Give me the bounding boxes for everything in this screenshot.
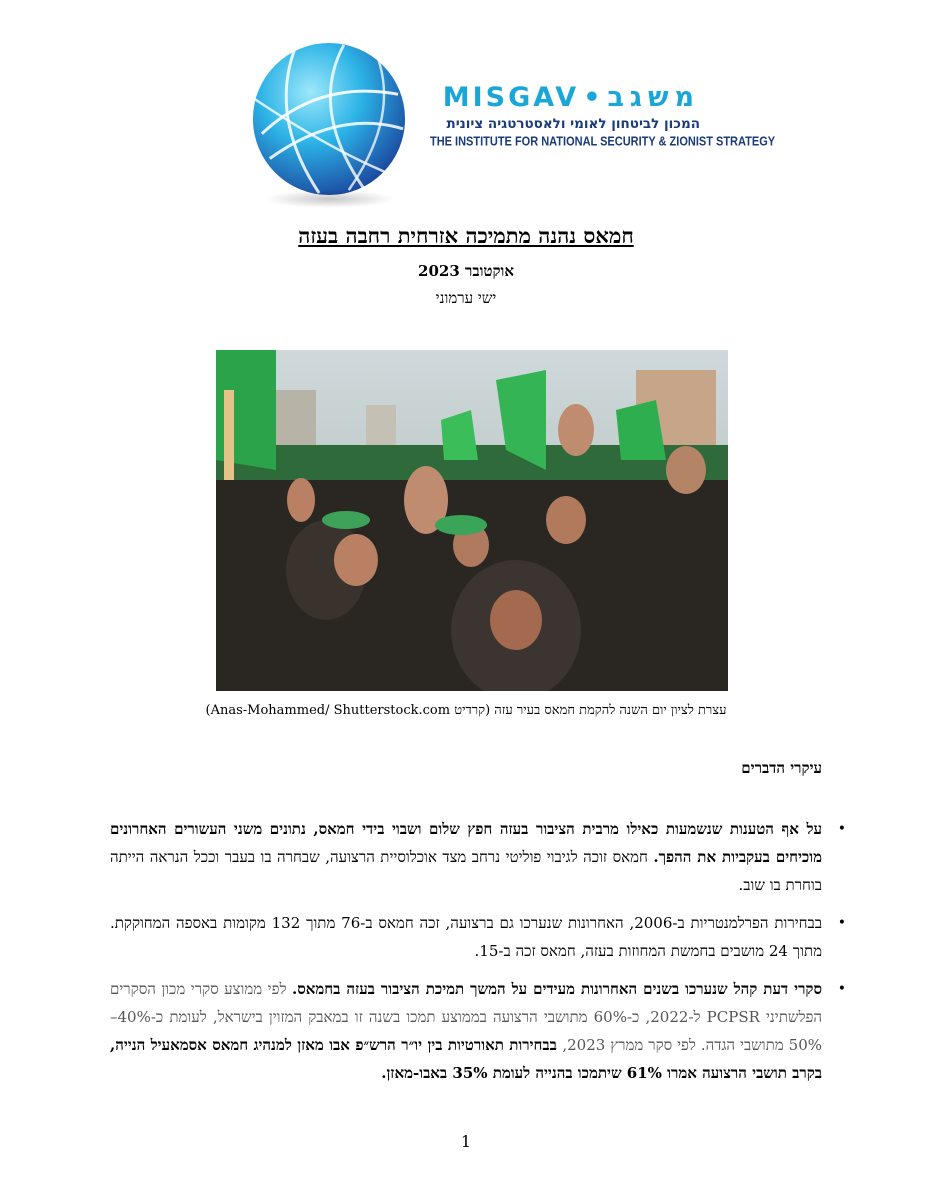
document-date: אוקטובר 2023 [418, 262, 514, 280]
institute-name-hebrew: המכון לביטחון לאומי ולאסטרטגיה ציונית [446, 116, 700, 132]
globe-shadow [265, 190, 395, 208]
section-heading: עיקרי הדברים [741, 759, 822, 777]
brand-en: MISGAV [442, 82, 580, 113]
bullet-text: בבחירות הפרלמנטריות ב-2006, האחרונות שנערכו גם ברצועה, זכה חמאס ב-76 מתוך 132 מקומות באספה המחוקקת. מתוך 24 מושבים בחמשת המחוזות בעזה, חמאס זכה ב-15. [110, 914, 822, 960]
bullet-text: חמאס זוכה לגיבוי פוליטי נרחב מצד אוכלוסיית הרצועה, שבחרה בו בעבר וככל הנראה הייתה בוחרת בו שוב. [110, 848, 822, 894]
document-title: חמאס נהנה מתמיכה אזרחית רחבה בעזה [298, 223, 634, 248]
institute-name-english: THE INSTITUTE FOR NATIONAL SECURITY & ZIONIST STRATEGY [430, 135, 776, 149]
key-points-list [110, 815, 822, 1097]
brand-he: משגב [607, 82, 700, 113]
document-author: ישי ערמוני [435, 289, 497, 307]
bullet-item [110, 909, 822, 965]
misgav-logo [245, 40, 776, 215]
rally-photo [216, 350, 728, 691]
bullet-bold-text: על אף הטענות שנשמעות כאילו מרבית הציבור בעזה חפץ שלום ושבוי בידי חמאס, נתונים משני העשורים האחרונים מוכיחים בעקביות את ההפך. [110, 820, 822, 866]
bullet-grey-text: לפי ממוצע סקרי מכון הסקרים הפלשתיני PCPSR ל-2022, כ-60% מתושבי הרצועה בממוצע תמכו בשנה זו במאבק המזוין בישראל, לעומת כ-40%–50% מתושבי הגדה. לפי סקר ממרץ 2023, [110, 980, 823, 1054]
brand-dot: • [583, 82, 604, 113]
page-number: 1 [460, 1132, 472, 1151]
brand-name [430, 82, 700, 114]
photo-caption: עצרת לציון יום השנה להקמת חמאס בעיר עזה (קרדיט Anas-Mohammed/ Shutterstock.com) [205, 703, 727, 718]
globe-icon [250, 40, 408, 198]
bullet-item [110, 815, 822, 899]
bullet-bold-text-2: בבחירות תאורטיות בין יו״ר הרש״פ אבו מאזן למנהיג חמאס אסמאעיל הנייה, בקרב תושבי הרצועה אמרו 61% שיתמכו בהנייה לעומת 35% באבו-מאזן. [110, 1036, 822, 1082]
bullet-bold-text: סקרי דעת קהל שנערכו בשנים האחרונות מעידים על המשך תמיכת הציבור בעזה בחמאס. [292, 980, 822, 998]
logo-text [430, 82, 776, 149]
bullet-item [110, 975, 822, 1087]
